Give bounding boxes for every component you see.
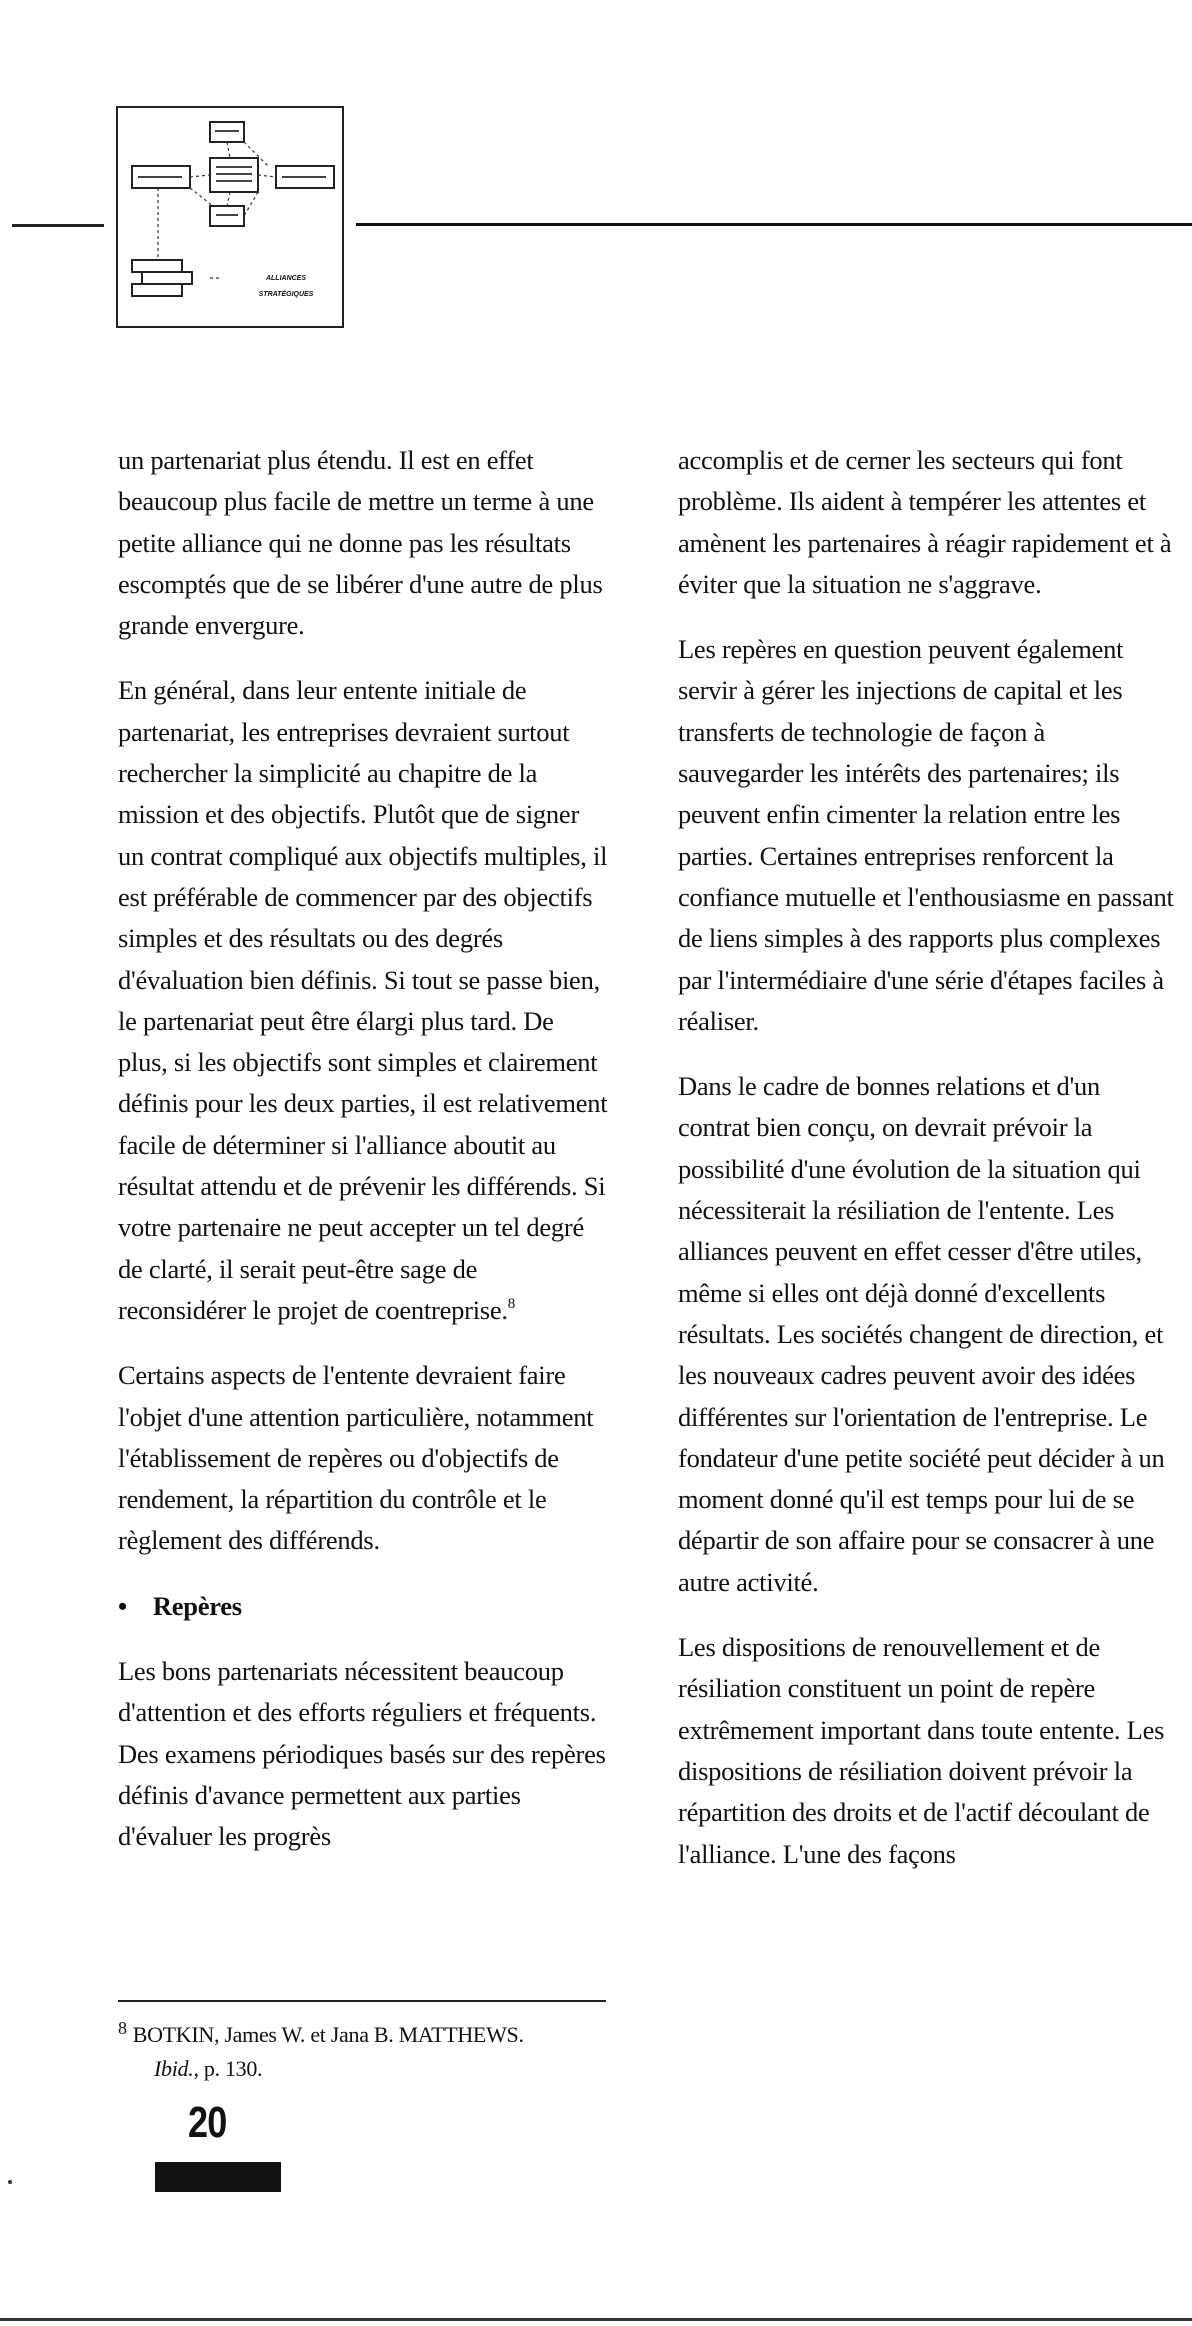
footnote-line-1 bbox=[118, 2018, 608, 2052]
logo-caption-line1: ALLIANCES bbox=[265, 275, 307, 282]
logo-caption-line2: STRATÉGIQUES bbox=[258, 291, 314, 298]
footnote-ibid: Ibid. bbox=[154, 2056, 194, 2081]
logo-diagram-icon bbox=[118, 108, 346, 330]
section-heading-text: Repères bbox=[152, 1590, 242, 1621]
header-rule-right bbox=[356, 223, 1192, 226]
right-paragraph-1: accomplis et de cerner les secteurs qui font problème. Ils aident à tempérer les attentes et amènent les partenaires à réagir rapidement et à éviter que la situation ne s'aggrave. bbox=[678, 445, 1172, 599]
footnote-authors: BOTKIN, James W. et Jana B. MATTHEWS. bbox=[132, 2022, 524, 2047]
right-paragraph-2: Les repères en question peuvent également servir à gérer les injections de capital et les transferts de technologie de façon à sauvegarder les intérêts des partenaires; ils peuvent enfin cimenter la relation entre les parties. Certaines entreprises renforcent la confiance mutuelle et l'enthousiasme en passant de liens simples à des rapports plus complexes par l'intermédiaire d'une série d'étapes faciles à réaliser. bbox=[678, 634, 1174, 1036]
left-paragraph-1: un partenariat plus étendu. Il est en effet beaucoup plus facile de mettre un terme à une petite alliance qui ne donne pas les résultats escomptés que de se libérer d'une autre de plus grande envergure. bbox=[118, 445, 603, 641]
left-paragraph-2 bbox=[118, 670, 608, 1331]
page-number: 20 bbox=[188, 2098, 227, 2147]
page-number-bar bbox=[155, 2162, 281, 2192]
footnote-page-ref: , p. 130. bbox=[193, 2056, 263, 2081]
footnote-number: 8 bbox=[118, 2018, 127, 2038]
left-column bbox=[118, 440, 608, 1882]
footnote-reference: 8 bbox=[507, 1295, 516, 1312]
scan-mark bbox=[8, 2180, 12, 2184]
section-heading bbox=[118, 1586, 608, 1627]
scan-bottom-edge bbox=[0, 2318, 1192, 2321]
left-paragraph-3: Certains aspects de l'entente devraient faire l'objet d'une attention particulière, notamment l'établissement de repères ou d'objectifs de rendement, la répartition du contrôle et le règlement des différends. bbox=[118, 1360, 594, 1556]
header-rule-left bbox=[12, 224, 104, 227]
left-paragraph-4: Les bons partenariats nécessitent beaucoup d'attention et des efforts réguliers et fréquents. Des examens périodiques basés sur des repères définis d'avance permettent aux parties d'évaluer les progrès bbox=[118, 1656, 606, 1852]
footnote bbox=[118, 2018, 608, 2086]
right-column bbox=[678, 440, 1176, 1899]
right-paragraph-4: Les dispositions de renouvellement et de résiliation constituent un point de repère extrêmement important dans toute entente. Les dispositions de résiliation doivent prévoir la répartition des droits et de l'actif découlant de l'alliance. L'une des façons bbox=[678, 1632, 1165, 1869]
left-paragraph-2-text: En général, dans leur entente initiale de partenariat, les entreprises devraient surtout rechercher la simplicité au chapitre de la mission et des objectifs. Plutôt que de signer un contrat compliqué aux objectifs multiples, il est préférable de commencer par des objectifs simples et des résultats ou des degrés d'évaluation bien définis. Si tout se passe bien, le partenariat peut être élargi plus tard. De plus, si les objectifs sont simples et clairement définis pour les deux parties, il est relativement facile de déterminer si l'alliance aboutit au résultat attendu et de prévenir les différends. Si votre partenaire ne peut accepter un tel degré de clarté, il serait peut-être sage de reconsidérer le projet de coentreprise. bbox=[118, 675, 608, 1325]
footnote-rule bbox=[118, 2000, 606, 2002]
bullet-icon: • bbox=[118, 1591, 127, 1621]
footnote-line-2 bbox=[118, 2052, 608, 2086]
right-paragraph-3: Dans le cadre de bonnes relations et d'un contrat bien conçu, on devrait prévoir la possibilité d'une évolution de la situation qui nécessiterait la résiliation de l'entente. Les alliances peuvent en effet cesser d'être utiles, même si elles ont déjà donné d'excellents résultats. Les sociétés changent de direction, et les nouveaux cadres peuvent avoir des idées différentes sur l'orientation de l'entreprise. Le fondateur d'une petite société peut décider à un moment donné qu'il est temps pour lui de se départir de son affaire pour se consacrer à une autre activité. bbox=[678, 1071, 1165, 1597]
alliances-logo bbox=[116, 106, 344, 328]
